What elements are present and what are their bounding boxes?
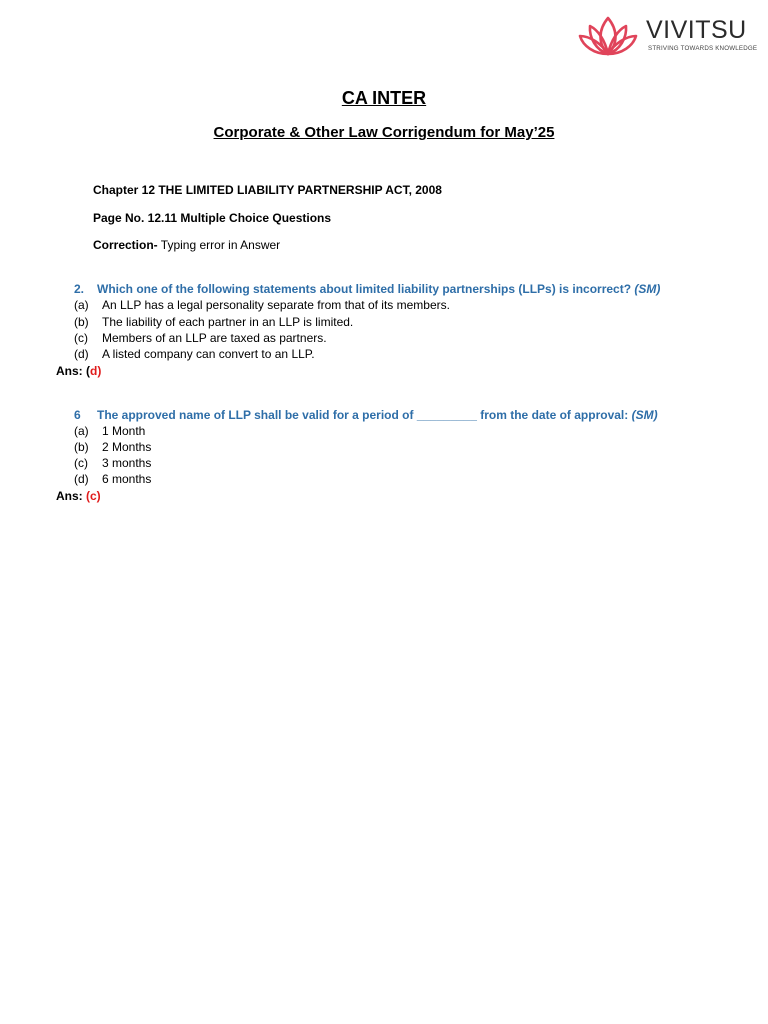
option-a: (a) 1 Month [74,424,146,438]
answer: Ans: (c) [56,489,101,503]
lotus-icon [578,14,638,58]
option-b: (b) 2 Months [74,440,152,454]
chapter-heading: Chapter 12 THE LIMITED LIABILITY PARTNERSHIP ACT, 2008 [93,183,442,197]
option-d: (d) 6 months [74,472,152,486]
correction-text: Typing error in Answer [157,238,281,252]
logo-tagline: STRIVING TOWARDS KNOWLEDGE [648,45,758,52]
question-number: 6 [74,408,81,422]
option-a: (a) An LLP has a legal personality separate from that of its members. [74,298,450,312]
option-c: (c) Members of an LLP are taxed as partners. [74,331,327,345]
logo-name: VIVITSU [646,16,747,44]
option-b: (b) The liability of each partner in an LLP is limited. [74,315,354,329]
option-d: (d) A listed company can convert to an LLP. [74,347,315,361]
question-text: Which one of the following statements about limited liability partnerships (LLPs) is incorrect? [97,282,635,296]
correction-note [93,238,280,252]
question-2 [74,282,660,296]
question-number: 2. [74,282,85,296]
question-tag: (SM) [634,282,661,296]
option-c: (c) 3 months [74,456,152,470]
question-6 [74,408,658,422]
question-text: The approved name of LLP shall be valid for a period of _________ from the date of approval: [97,408,632,422]
page-title: CA INTER [341,88,427,108]
answer-value: (c) [86,489,101,503]
vivitsu-logo [578,14,758,58]
answer-value: d) [90,364,102,378]
question-tag: (SM) [631,408,658,422]
page-reference: Page No. 12.11 Multiple Choice Questions [93,211,332,225]
page-subtitle: Corporate & Other Law Corrigendum for May’25 [213,124,555,141]
answer: Ans: (d) [56,364,102,378]
correction-label: Correction- [93,238,158,252]
